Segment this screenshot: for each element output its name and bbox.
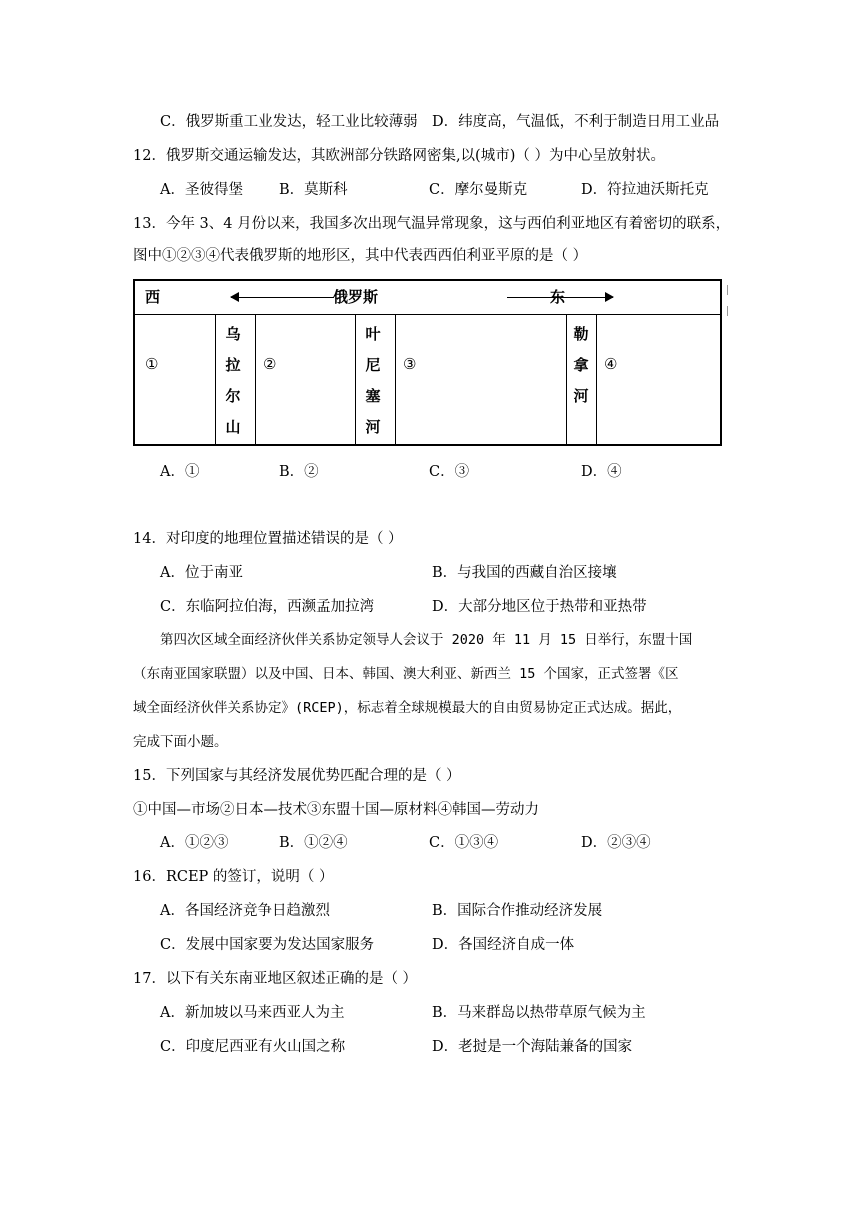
q11-option-c: C．俄罗斯重工业发达，轻工业比较薄弱 [160, 114, 418, 130]
q13-option-d: D．④ [581, 464, 622, 480]
lena-char: 河 [573, 387, 589, 405]
q14-stem: 14．对印度的地理位置描述错误的是（ ） [133, 531, 403, 547]
region-2-label: ② [263, 355, 277, 373]
q14-option-b: B．与我国的西藏自治区接壤 [432, 565, 617, 581]
q15-items: ①中国—市场②日本—技术③东盟十国—原材料④韩国—劳动力 [133, 802, 539, 818]
q14-option-a: A．位于南亚 [160, 565, 243, 581]
q17-option-d: D．老挝是一个海陆兼备的国家 [432, 1039, 633, 1055]
q14-option-d: D．大部分地区位于热带和亚热带 [432, 599, 647, 615]
russia-terrain-diagram [133, 279, 722, 446]
diagram-west-label: 西 [145, 288, 161, 306]
ural-char: 乌 [225, 325, 241, 343]
yenisei-char: 尼 [365, 356, 381, 374]
q16-option-d: D．各国经济自成一体 [432, 937, 575, 953]
q12-option-d: D．符拉迪沃斯托克 [581, 182, 709, 198]
ural-char: 拉 [225, 356, 241, 374]
lena-char: 拿 [573, 356, 589, 374]
q13-stem-line1: 13．今年 3、4 月份以来，我国多次出现气温异常现象，这与西伯利亚地区有着密切的联系， [133, 216, 731, 232]
q15-option-c: C．①③④ [429, 835, 499, 851]
q12-option-b: B．莫斯科 [279, 182, 348, 198]
yenisei-char: 叶 [365, 325, 381, 343]
divider-line [355, 314, 356, 444]
q16-option-b: B．国际合作推动经济发展 [432, 903, 603, 919]
ural-mountains-label [223, 319, 243, 443]
divider-line [596, 314, 597, 444]
ural-char: 尔 [225, 387, 241, 405]
q15-option-b: B．①②④ [279, 835, 348, 851]
yenisei-river-label [363, 319, 383, 443]
q16-option-a: A．各国经济竞争日趋激烈 [160, 903, 330, 919]
q17-option-a: A．新加坡以马来西亚人为主 [160, 1005, 345, 1021]
passage-line-1: 第四次区域全面经济伙伴关系协定领导人会议于 2020 年 11 月 15 日举行，东盟十国 [160, 632, 693, 648]
scan-mark [727, 306, 728, 316]
q13-stem-line2: 图中①②③④代表俄罗斯的地形区，其中代表西西伯利亚平原的是（ ） [133, 248, 588, 264]
passage-line-2: （东南亚国家联盟）以及中国、日本、韩国、澳大利亚、新西兰 15 个国家，正式签署《区 [133, 666, 679, 682]
q12-stem: 12．俄罗斯交通运输发达，其欧洲部分铁路网密集,以(城市)（ ）为中心呈放射状。 [133, 148, 665, 164]
region-3-label: ③ [403, 355, 417, 373]
region-4-label: ④ [604, 355, 618, 373]
q13-option-a: A．① [160, 464, 200, 480]
lena-char: 勒 [573, 325, 589, 343]
divider-line [395, 314, 396, 444]
q15-stem: 15．下列国家与其经济发展优势匹配合理的是（ ） [133, 768, 461, 784]
ural-char: 山 [225, 418, 241, 436]
q16-stem: 16．RCEP 的签订，说明（ ） [133, 869, 334, 885]
diagram-header-divider [135, 314, 720, 315]
diagram-west-arrow [231, 297, 334, 298]
scan-mark [727, 285, 728, 295]
yenisei-char: 塞 [365, 387, 381, 405]
diagram-russia-label: 俄罗斯 [333, 288, 379, 306]
q17-option-c: C．印度尼西亚有火山国之称 [160, 1039, 346, 1055]
region-1-label: ① [145, 355, 159, 373]
yenisei-char: 河 [365, 418, 381, 436]
divider-line [255, 314, 256, 444]
passage-line-3: 域全面经济伙伴关系协定》(RCEP)，标志着全球规模最大的自由贸易协定正式达成。据此， [133, 700, 682, 716]
q17-option-b: B．马来群岛以热带草原气候为主 [432, 1005, 646, 1021]
q13-option-c: C．③ [429, 464, 470, 480]
q12-option-c: C．摩尔曼斯克 [429, 182, 528, 198]
q11-option-d: D．纬度高，气温低，不利于制造日用工业品 [432, 114, 720, 130]
q15-option-a: A．①②③ [160, 835, 229, 851]
q12-option-a: A．圣彼得堡 [160, 182, 243, 198]
q17-stem: 17．以下有关东南亚地区叙述正确的是（ ） [133, 971, 418, 987]
q14-option-c: C．东临阿拉伯海，西濒孟加拉湾 [160, 599, 375, 615]
divider-line [566, 314, 567, 444]
divider-line [215, 314, 216, 444]
diagram-east-label: 东 [550, 288, 566, 306]
q15-option-d: D．②③④ [581, 835, 651, 851]
lena-river-label [571, 319, 591, 412]
q13-option-b: B．② [279, 464, 319, 480]
passage-line-4: 完成下面小题。 [133, 734, 228, 750]
q16-option-c: C．发展中国家要为发达国家服务 [160, 937, 375, 953]
